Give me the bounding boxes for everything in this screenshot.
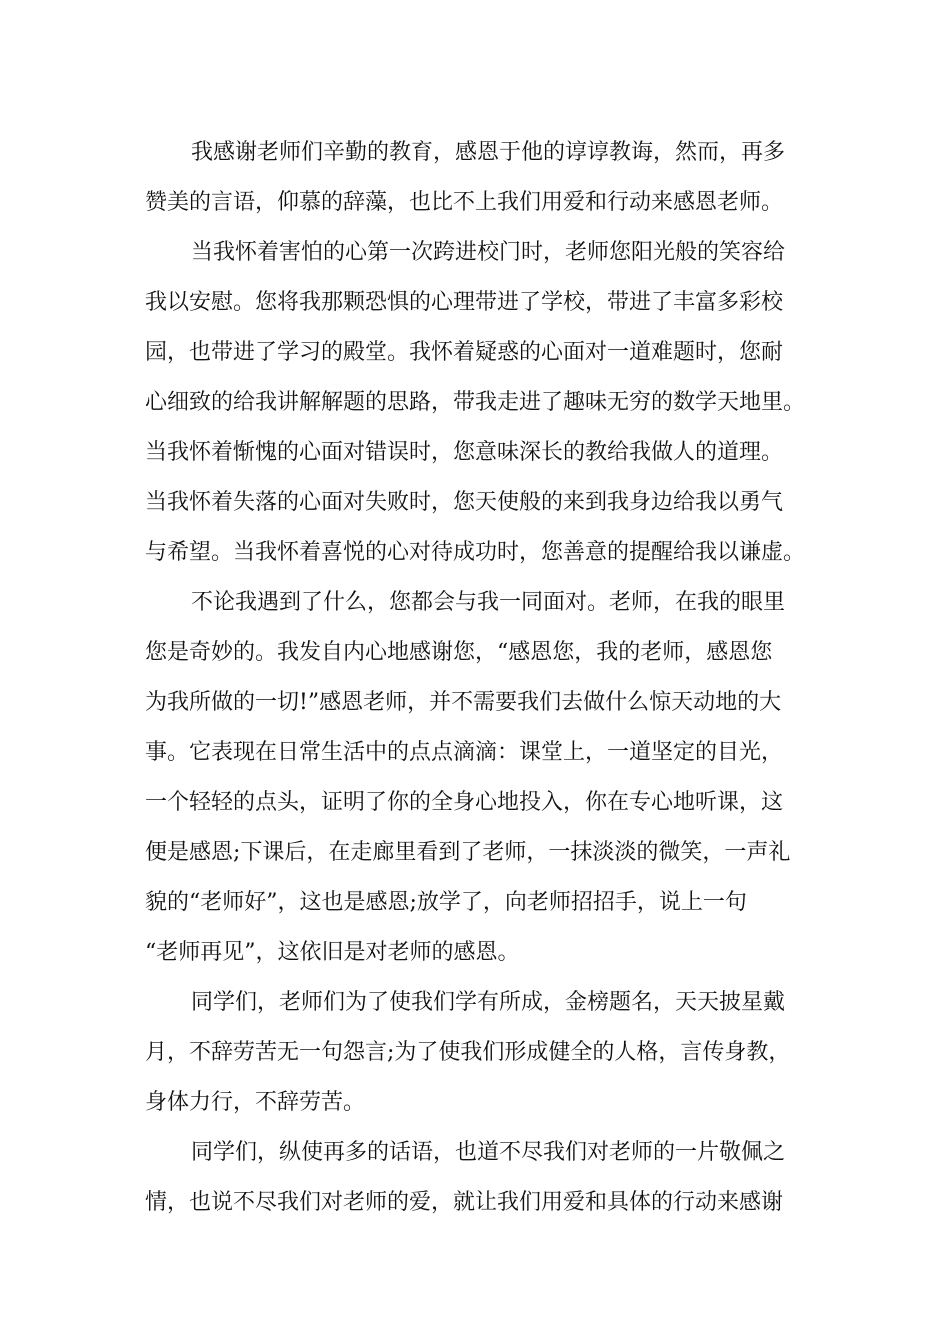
paragraph-line: 心细致的给我讲解解题的思路，带我走进了趣味无穷的数学天地里。	[145, 390, 806, 415]
paragraph-line: 我感谢老师们辛勤的教育，感恩于他的谆谆教诲，然而，再多	[191, 140, 786, 165]
paragraph-line: 事。它表现在日常生活中的点点滴滴：课堂上，一道坚定的目光，	[145, 740, 784, 765]
paragraph-line: 为我所做的一切!”感恩老师，并不需要我们去做什么惊天动地的大	[145, 690, 782, 715]
paragraph-line: 一个轻轻的点头，证明了你的全身心地投入，你在专心地听课，这	[145, 790, 784, 815]
paragraph-line: 同学们，老师们为了使我们学有所成，金榜题名，天天披星戴	[191, 990, 786, 1015]
paragraph-line: 园，也带进了学习的殿堂。我怀着疑惑的心面对一道难题时，您耐	[145, 340, 784, 365]
paragraph-line: 赞美的言语，仰慕的辞藻，也比不上我们用爱和行动来感恩老师。	[145, 190, 784, 215]
paragraph-line: 便是感恩;下课后，在走廊里看到了老师，一抹淡淡的微笑，一声礼	[145, 840, 791, 865]
paragraph-line: 当我怀着惭愧的心面对错误时，您意味深长的教给我做人的道理。	[145, 440, 784, 465]
paragraph-line: 与希望。当我怀着喜悦的心对待成功时，您善意的提醒给我以谦虚。	[145, 540, 806, 565]
paragraph	[145, 128, 815, 228]
paragraph-line: 同学们，纵使再多的话语，也道不尽我们对老师的一片敬佩之	[191, 1140, 786, 1165]
paragraph	[145, 978, 815, 1128]
paragraph	[145, 578, 815, 978]
paragraph-line: 我以安慰。您将我那颗恐惧的心理带进了学校，带进了丰富多彩校	[145, 290, 784, 315]
paragraph-line: 不论我遇到了什么，您都会与我一同面对。老师，在我的眼里	[191, 590, 786, 615]
paragraph-line: “老师再见”，这依旧是对老师的感恩。	[145, 940, 520, 965]
paragraph	[145, 1128, 815, 1228]
paragraph-line: 当我怀着害怕的心第一次跨进校门时，老师您阳光般的笑容给	[191, 240, 786, 265]
paragraph-line: 身体力行，不辞劳苦。	[145, 1090, 366, 1115]
document-body	[145, 128, 815, 1228]
paragraph-line: 当我怀着失落的心面对失败时，您天使般的来到我身边给我以勇气	[145, 490, 784, 515]
paragraph	[145, 228, 815, 578]
paragraph-line: 情，也说不尽我们对老师的爱，就让我们用爱和具体的行动来感谢	[145, 1190, 784, 1215]
paragraph-line: 月，不辞劳苦无一句怨言;为了使我们形成健全的人格，言传身教，	[145, 1040, 791, 1065]
paragraph-line: 您是奇妙的。我发自内心地感谢您，“感恩您，我的老师，感恩您	[145, 640, 773, 665]
paragraph-line: 貌的“老师好”，这也是感恩;放学了，向老师招招手，说上一句	[145, 890, 747, 915]
